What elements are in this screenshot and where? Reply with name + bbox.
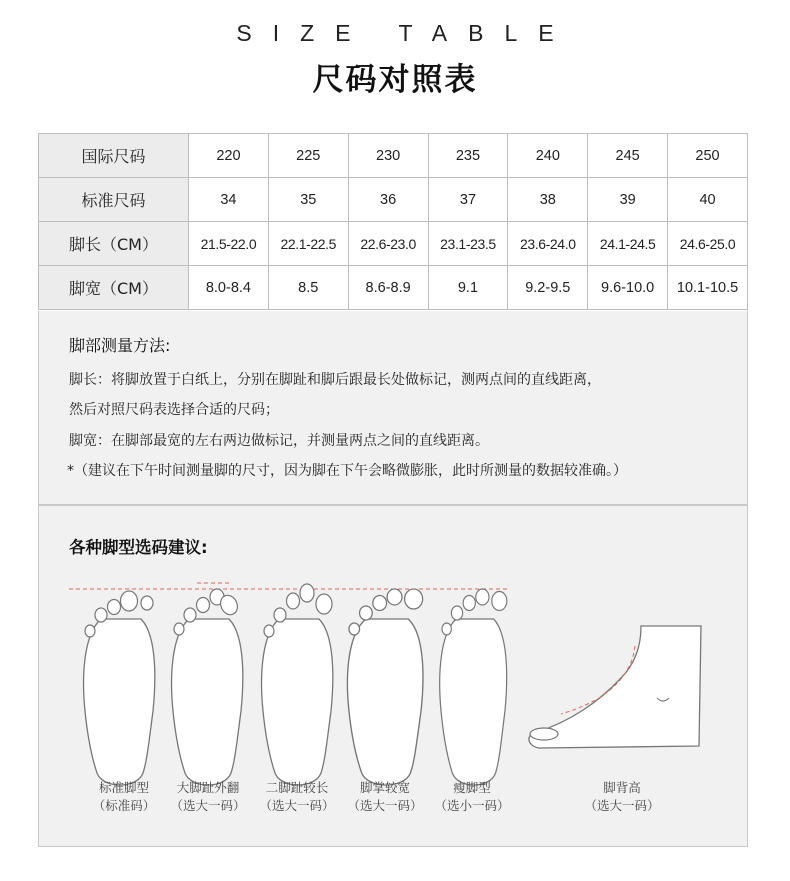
foot-name: 二脚趾较长 [265,780,329,795]
row-label: 脚宽（CM） [39,266,189,310]
method-line-width: 脚宽：在脚部最宽的左右两边做标记，并测量两点之间的直线距离。 [69,433,489,449]
foot-name: 大脚趾外翻 [176,780,240,795]
foot-caption-slim [417,779,527,815]
foot-tip: （选大一码） [584,798,660,813]
table-cell: 39 [588,178,668,222]
table-cell: 34 [189,178,269,222]
table-cell: 220 [189,134,269,178]
table-row-foot-length [39,222,748,266]
table-cell: 36 [348,178,428,222]
table-cell: 9.1 [428,266,508,310]
standard-foot-icon [84,591,155,785]
measurement-method-panel [38,311,748,505]
table-cell: 38 [508,178,588,222]
table-cell: 230 [348,134,428,178]
table-cell: 225 [268,134,348,178]
foot-caption-high-instep [567,779,677,815]
foot-tip: （选大一码） [170,798,246,813]
foot-name: 脚掌较宽 [359,780,410,795]
bunion-foot-icon [172,583,243,785]
table-cell: 250 [668,134,748,178]
table-cell: 37 [428,178,508,222]
wide-forefoot-icon [347,589,423,785]
table-row-intl-size [39,134,748,178]
table-cell: 9.2-9.5 [508,266,588,310]
table-cell: 240 [508,134,588,178]
table-row-foot-width [39,266,748,310]
table-cell: 8.6-8.9 [348,266,428,310]
table-cell: 235 [428,134,508,178]
high-instep-foot-icon [529,626,701,748]
long-second-toe-foot-icon [262,584,333,785]
slim-foot-icon [440,589,507,785]
method-line-compare: 然后对照尺码表选择合适的尺码； [69,402,279,418]
table-cell: 23.6-24.0 [508,222,588,266]
chinese-title: 尺码对照表 [312,62,478,98]
method-line-length: 脚长：将脚放置于白纸上，分别在脚趾和脚后跟最长处做标记，测两点间的直线距离， [69,372,601,388]
row-label: 脚长（CM） [39,222,189,266]
foot-name: 脚背高 [603,780,641,795]
table-cell: 245 [588,134,668,178]
table-cell: 8.0-8.4 [189,266,269,310]
english-title: SIZE TABLE [236,20,575,46]
table-cell: 24.1-24.5 [588,222,668,266]
method-line-note: *（建议在下午时间测量脚的尺寸，因为脚在下午会略微膨胀，此时所测量的数据较准确。） [67,463,627,479]
table-cell: 10.1-10.5 [668,266,748,310]
table-cell: 21.5-22.0 [189,222,269,266]
foot-name: 标准脚型 [98,780,149,795]
foot-type-advice-panel [38,505,748,847]
method-heading: 脚部测量方法: [69,336,171,355]
table-cell: 40 [668,178,748,222]
foot-tip: （标准码） [92,798,156,813]
size-table [38,133,748,310]
foot-tip: （选大一码） [259,798,335,813]
row-label: 国际尺码 [39,134,189,178]
table-cell: 23.1-23.5 [428,222,508,266]
table-cell: 8.5 [268,266,348,310]
row-label: 标准尺码 [39,178,189,222]
table-cell: 24.6-25.0 [668,222,748,266]
foot-tip: （选大一码） [347,798,423,813]
table-row-std-size [39,178,748,222]
advice-heading: 各种脚型选码建议: [69,538,208,557]
foot-tip: （选小一码） [434,798,510,813]
foot-name: 瘦脚型 [453,780,491,795]
table-cell: 9.6-10.0 [588,266,668,310]
table-cell: 35 [268,178,348,222]
table-cell: 22.6-23.0 [348,222,428,266]
table-cell: 22.1-22.5 [268,222,348,266]
